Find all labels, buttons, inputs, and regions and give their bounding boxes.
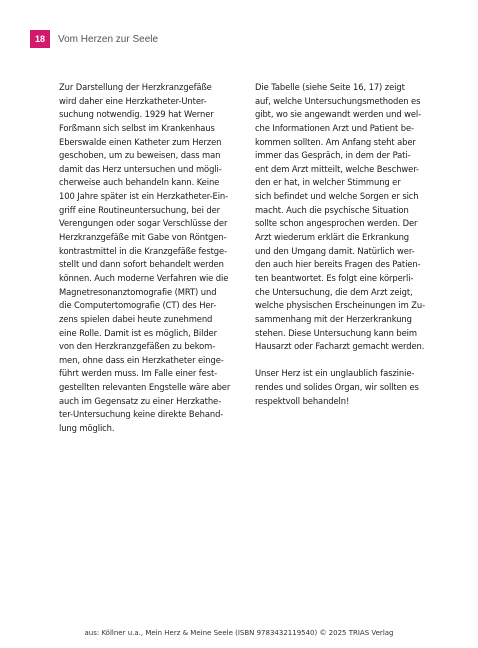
text-line: Unser Herz ist ein unglaublich faszinie- <box>255 368 415 379</box>
text-line: cherweise auch behandeln kann. Keine <box>59 177 220 188</box>
text-line: suchung notwendig. 1929 hat Werner <box>59 109 214 120</box>
text-line: macht. Auch die psychische Situation <box>255 204 409 215</box>
text-line: men, ohne dass ein Herzkatheter einge- <box>59 354 224 365</box>
text-line: und den Umgang damit. Natürlich wer- <box>255 245 415 256</box>
text-line: Die Tabelle (siehe Seite 16, 17) zeigt <box>255 82 405 92</box>
text-line: sich befindet und welche Sorgen er sich <box>255 191 419 202</box>
text-line: stehen. Diese Untersuchung kann beim <box>255 327 417 338</box>
text-line: Hausarzt oder Facharzt gemacht werden. <box>255 341 425 352</box>
text-line: Forßmann sich selbst im Krankenhaus <box>59 122 215 133</box>
text-line: Magnetresonanztomografie (MRT) und <box>59 286 217 297</box>
text-line: zens spielen dabei heute zunehmend <box>59 313 213 324</box>
text-line: Verengungen oder sogar Verschlüsse der <box>59 218 228 229</box>
text-line: wird daher eine Herzkatheter-Unter- <box>59 95 207 106</box>
text-line: geschoben, um zu beweisen, dass man <box>59 150 221 161</box>
text-line: ent dem Arzt mitteilt, welche Beschwer- <box>255 163 419 174</box>
page-header <box>30 30 158 48</box>
text-line: welche physischen Erscheinungen im Zu- <box>255 300 425 311</box>
paragraph <box>255 81 451 354</box>
text-line: kontrastmittel in die Kranzgefäße festge- <box>59 245 227 256</box>
text-line: den auch hier bereits Fragen des Patien- <box>255 259 421 270</box>
page-number-badge: 18 <box>30 30 50 48</box>
text-line: eine Rolle. Damit ist es möglich, Bilder <box>59 327 217 338</box>
text-line: auf, welche Untersuchungsmethoden es <box>255 95 421 106</box>
text-line: 100 Jahre später ist ein Herzkatheter-Ein- <box>59 191 229 202</box>
text-line: rendes und solides Organ, wir sollten es <box>255 382 419 393</box>
text-line: können. Auch moderne Verfahren wie die <box>59 272 229 283</box>
right-column-text <box>255 81 451 408</box>
page-footer: aus: Köllner u.a., Mein Herz & Meine Seele (ISBN 9783432119540) © 2025 TRIAS Verlag <box>84 629 394 637</box>
text-line: che Informationen Arzt und Patient be- <box>255 122 414 133</box>
text-line: Zur Darstellung der Herzkranzgefäße <box>59 82 212 92</box>
left-column-text <box>59 81 255 436</box>
text-line: sammenhang mit der Herzerkrankung <box>255 313 412 324</box>
text-line: Arzt wiederum erklärt die Erkrankung <box>255 232 410 243</box>
text-line: lung möglich. <box>59 423 115 434</box>
text-line: Eberswalde einen Katheter zum Herzen <box>59 136 222 147</box>
text-line: che Untersuchung, die dem Arzt zeigt, <box>255 286 413 297</box>
text-line: führt werden muss. Im Falle einer fest- <box>59 368 218 379</box>
text-line: stellt und dann sofort behandelt werden <box>59 259 224 270</box>
paragraph <box>255 367 451 408</box>
text-line: auch im Gegensatz zu einer Herzkathe- <box>59 395 222 406</box>
text-line: gestellten relevanten Engstelle wäre aber <box>59 382 231 393</box>
text-line: den er hat, in welcher Stimmung er <box>255 177 401 188</box>
text-line: respektvoll behandeln! <box>255 395 350 406</box>
running-head: Vom Herzen zur Seele <box>58 33 159 45</box>
text-line: ten beantwortet. Es folgt eine körperli- <box>255 272 414 283</box>
paragraph-gap <box>255 354 451 368</box>
text-line: kommen sollten. Am Anfang steht aber <box>255 136 416 147</box>
text-line: ter-Untersuchung keine direkte Behand- <box>59 409 224 420</box>
text-line: sollte schon angesprochen werden. Der <box>255 218 418 229</box>
text-line: griff eine Routineuntersuchung, bei der <box>59 204 220 215</box>
text-line: von den Herzkranzgefäßen zu bekom- <box>59 341 216 352</box>
text-line: die Computertomografie (CT) des Her- <box>59 300 217 311</box>
text-line: damit das Herz untersuchen und mögli- <box>59 163 222 174</box>
text-line: Herzkranzgefäße mit Gabe von Röntgen- <box>59 232 227 243</box>
text-line: gibt, wo sie angewandt werden und wel- <box>255 109 422 120</box>
text-line: immer das Gespräch, in dem der Pati- <box>255 150 411 161</box>
